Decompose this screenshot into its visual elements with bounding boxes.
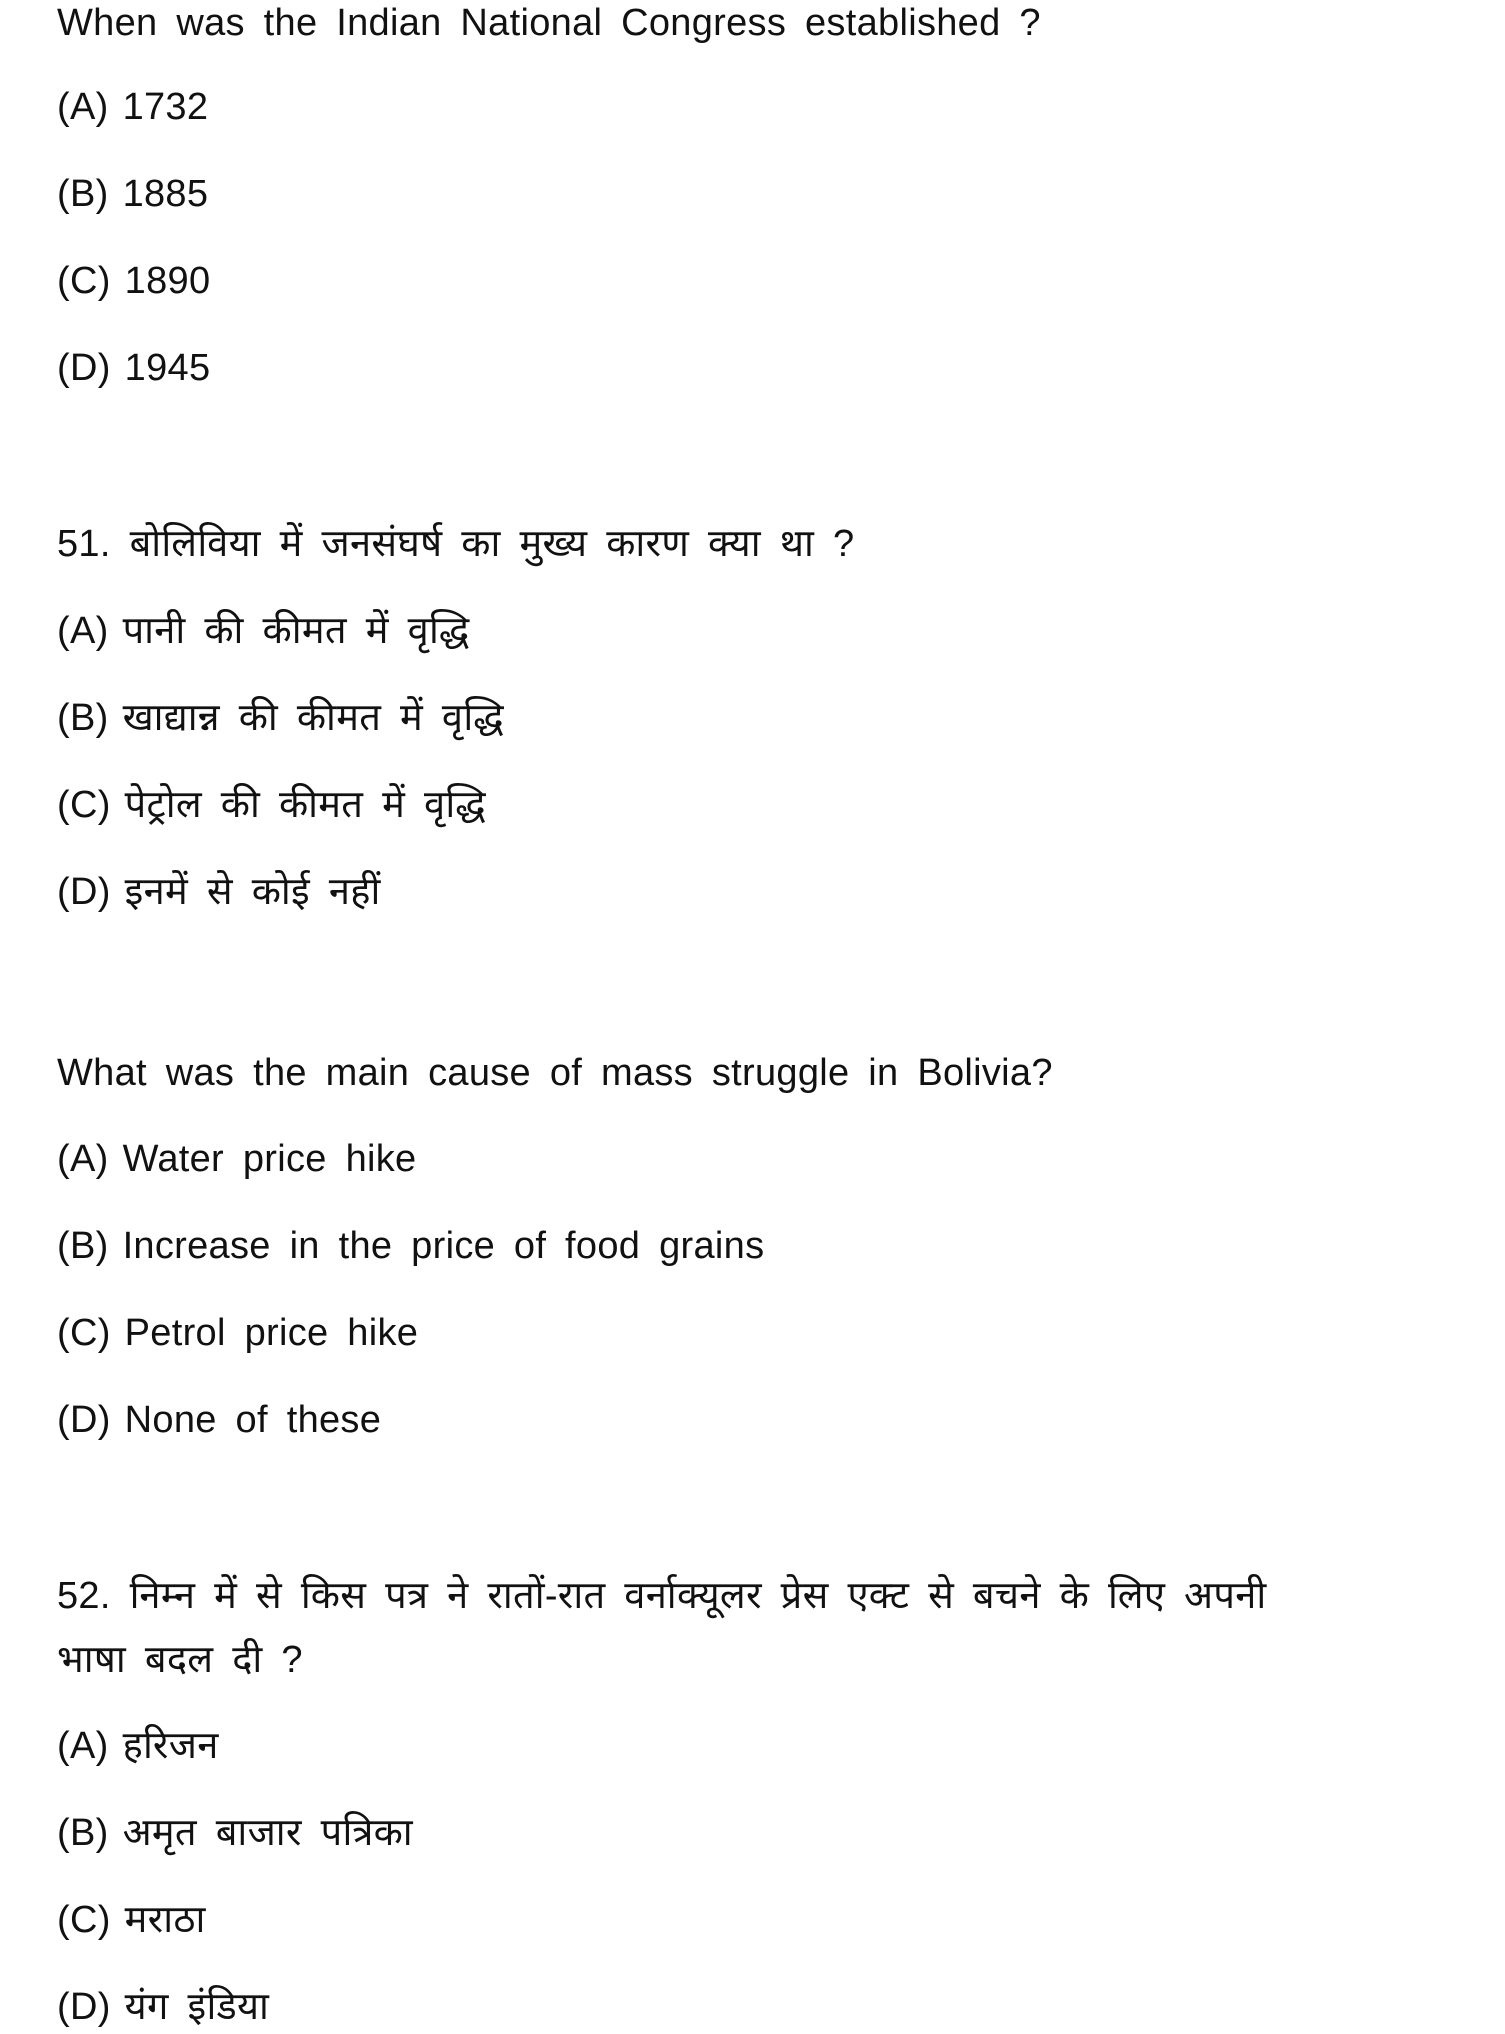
question-text: बोलिविया में जनसंघर्ष का मुख्य कारण क्या था ? xyxy=(129,523,855,565)
option-label: (D) xyxy=(57,1399,111,1441)
option-b xyxy=(57,1810,413,1856)
option-label: (C) xyxy=(57,1899,111,1941)
option-label: (B) xyxy=(57,697,109,739)
option-b xyxy=(57,1223,764,1269)
option-label: (B) xyxy=(57,1225,109,1267)
option-text: 1945 xyxy=(124,347,211,389)
option-text: Increase in the price of food grains xyxy=(122,1225,765,1267)
option-b xyxy=(57,695,504,741)
option-d xyxy=(57,869,381,915)
option-label: (B) xyxy=(57,1812,109,1854)
option-text: मराठा xyxy=(124,1899,206,1941)
question-52-hindi-line1 xyxy=(57,1573,1266,1619)
option-label: (A) xyxy=(57,610,109,652)
option-text: अमृत बाजार पत्रिका xyxy=(122,1812,413,1854)
option-text: पानी की कीमत में वृद्धि xyxy=(122,610,470,652)
option-text: इनमें से कोई नहीं xyxy=(124,871,381,913)
option-a xyxy=(57,84,208,130)
option-a xyxy=(57,1723,219,1769)
option-text: खाद्यान्न की कीमत में वृद्धि xyxy=(122,697,504,739)
option-c xyxy=(57,782,486,828)
option-text: हरिजन xyxy=(122,1725,219,1767)
option-label: (C) xyxy=(57,260,111,302)
option-text: यंग इंडिया xyxy=(124,1986,270,2028)
option-text: पेट्रोल की कीमत में वृद्धि xyxy=(124,784,486,826)
option-text: 1732 xyxy=(122,86,209,128)
option-b xyxy=(57,171,208,217)
option-text: None of these xyxy=(124,1399,382,1441)
question-52-hindi-line2: भाषा बदल दी ? xyxy=(57,1639,303,1681)
option-label: (A) xyxy=(57,1138,109,1180)
option-label: (A) xyxy=(57,86,109,128)
option-label: (D) xyxy=(57,1986,111,2028)
question-51-hindi xyxy=(57,521,854,567)
option-d xyxy=(57,1397,381,1443)
question-number: 52. xyxy=(57,1575,111,1617)
option-a xyxy=(57,608,470,654)
option-c xyxy=(57,258,210,304)
question-51-english: What was the main cause of mass struggle in Bolivia? xyxy=(57,1052,1053,1094)
option-a xyxy=(57,1136,417,1182)
option-label: (D) xyxy=(57,871,111,913)
option-d xyxy=(57,345,210,391)
option-label: (A) xyxy=(57,1725,109,1767)
option-d xyxy=(57,1984,269,2030)
question-number: 51. xyxy=(57,523,111,565)
option-label: (C) xyxy=(57,784,111,826)
option-text: 1885 xyxy=(122,173,209,215)
option-text: Petrol price hike xyxy=(124,1312,419,1354)
option-text: 1890 xyxy=(124,260,211,302)
question-text: निम्न में से किस पत्र ने रातों-रात वर्नाक्यूलर प्रेस एक्ट से बचने के लिए अपनी xyxy=(129,1575,1267,1617)
option-text: Water price hike xyxy=(122,1138,417,1180)
option-label: (D) xyxy=(57,347,111,389)
option-c xyxy=(57,1310,418,1356)
option-label: (B) xyxy=(57,173,109,215)
question-inc-text: When was the Indian National Congress established ? xyxy=(57,2,1041,44)
option-c xyxy=(57,1897,206,1943)
option-label: (C) xyxy=(57,1312,111,1354)
